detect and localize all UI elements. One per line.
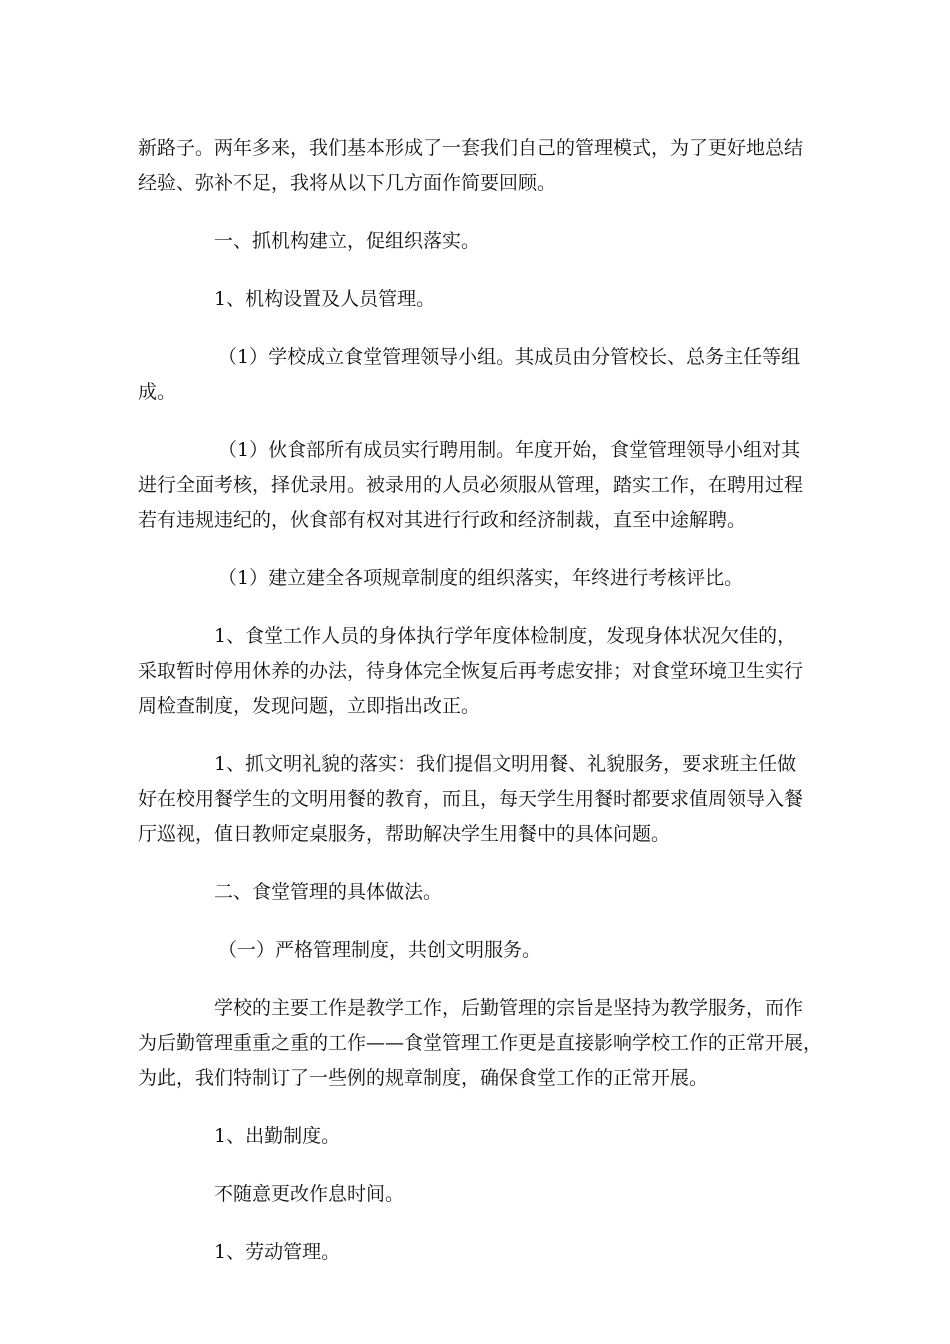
section-heading-1: [138, 224, 818, 259]
text-line: 若有违规违纪的，伙食部有权对其进行行政和经济制裁，直至中途解聘。: [138, 509, 747, 531]
paragraph-item: [138, 1235, 818, 1270]
text-line: 1、出勤制度。: [214, 1125, 341, 1147]
text-line: 1、食堂工作人员的身体执行学年度体检制度，发现身体状况欠佳的，: [214, 625, 797, 647]
text-line: 学校的主要工作是教学工作，后勤管理的宗旨是坚持为教学服务，而作: [214, 997, 804, 1019]
paragraph-item: [138, 1177, 818, 1212]
paragraph-item: [138, 433, 818, 538]
paragraph-item: [138, 747, 818, 852]
text-line: 进行全面考核，择优录用。被录用的人员必须服从管理，踏实工作，在聘用过程: [138, 474, 804, 496]
text-line: 经验、弥补不足，我将从以下几方面作简要回顾。: [138, 172, 557, 194]
subsection-heading: [138, 282, 818, 317]
text-line: （一）严格管理制度，共创文明服务。: [218, 939, 542, 961]
text-line: （1）建立建全各项规章制度的组织落实，年终进行考核评比。: [218, 567, 744, 589]
text-line: 为后勤管理重重之重的工作——食堂管理工作更是直接影响学校工作的正常开展，: [138, 1032, 823, 1054]
text-line: 1、机构设置及人员管理。: [214, 288, 436, 310]
paragraph-item: [138, 1119, 818, 1154]
paragraph-item: [138, 619, 818, 724]
text-line: 一、抓机构建立，促组织落实。: [214, 230, 481, 252]
text-line: 采取暂时停用休养的办法，待身体完全恢复后再考虑安排；对食堂环境卫生实行: [138, 660, 804, 682]
paragraph-item: [138, 340, 818, 410]
text-line: 为此，我们特制订了一些例的规章制度，确保食堂工作的正常开展。: [138, 1067, 709, 1089]
text-line: （1）伙食部所有成员实行聘用制。年度开始，食堂管理领导小组对其: [218, 439, 801, 461]
text-line: 好在校用餐学生的文明用餐的教育，而且，每天学生用餐时都要求值周领导入餐: [138, 788, 804, 810]
text-line: 成。: [138, 381, 177, 403]
text-line: 1、劳动管理。: [214, 1241, 341, 1263]
subsection-heading: [138, 933, 818, 968]
text-line: 周检查制度，发现问题，立即指出改正。: [138, 695, 481, 717]
document-body: [138, 131, 823, 1293]
text-line: 厅巡视，值日教师定桌服务，帮助解决学生用餐中的具体问题。: [138, 823, 671, 845]
section-heading-2: [138, 875, 818, 910]
text-line: 新路子。两年多来，我们基本形成了一套我们自己的管理模式，为了更好地总结: [138, 137, 804, 159]
paragraph-intro: [138, 131, 818, 201]
text-line: 不随意更改作息时间。: [214, 1183, 405, 1205]
text-line: 二、食堂管理的具体做法。: [214, 881, 443, 903]
paragraph-body: [138, 991, 823, 1096]
paragraph-item: [138, 561, 818, 596]
text-line: （1）学校成立食堂管理领导小组。其成员由分管校长、总务主任等组: [218, 346, 801, 368]
text-line: 1、抓文明礼貌的落实：我们提倡文明用餐、礼貌服务，要求班主任做: [214, 753, 797, 775]
